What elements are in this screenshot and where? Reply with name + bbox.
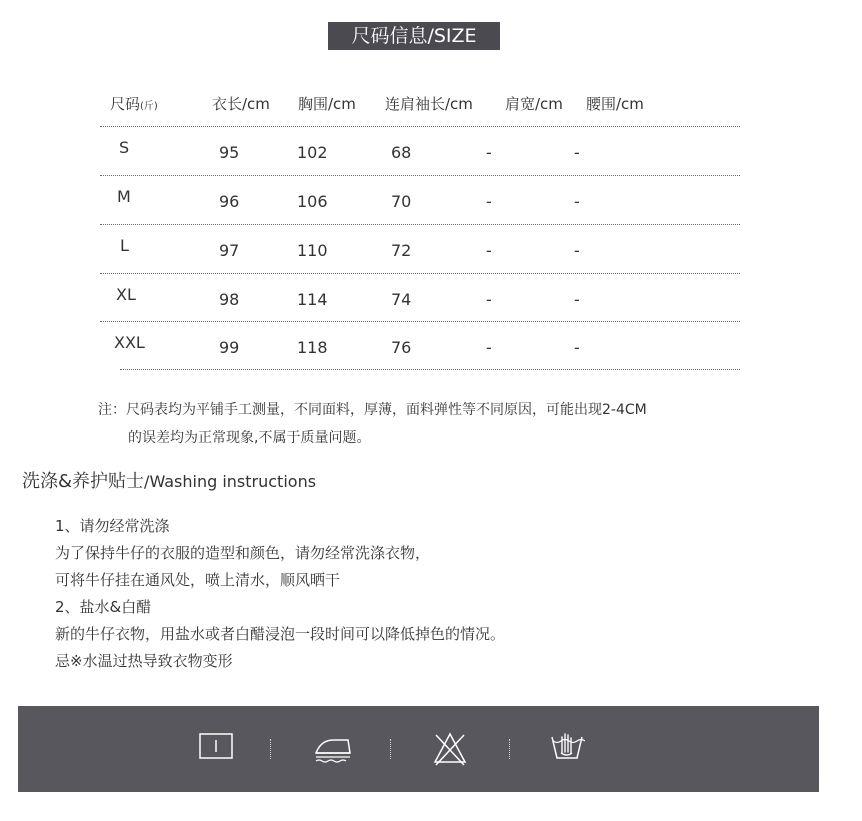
care-icon-bar xyxy=(18,706,819,792)
header-shoulder: 肩宽/cm xyxy=(505,95,563,113)
measurement-note xyxy=(98,396,647,452)
washing-title-cn: 洗涤&养护贴士 xyxy=(22,471,145,492)
cell-shoulder: - xyxy=(486,143,492,162)
cell-length: 96 xyxy=(219,192,240,211)
cell-sleeve: 72 xyxy=(391,241,412,260)
header-length: 衣长/cm xyxy=(212,95,270,113)
note-line-1: 注：尺码表均为平铺手工测量，不同面料，厚薄，面料弹性等不同原因，可能出现2-4CM xyxy=(98,402,647,418)
cell-chest: 114 xyxy=(297,290,328,309)
cell-size: XL xyxy=(116,285,136,304)
cell-size: L xyxy=(120,236,129,255)
cell-waist: - xyxy=(574,241,580,260)
cell-sleeve: 68 xyxy=(391,143,412,162)
instruction-line: 可将牛仔挂在通风处，喷上清水，顺风晒干 xyxy=(55,571,341,589)
instruction-line: 新的牛仔衣物，用盐水或者白醋浸泡一段时间可以降低掉色的情况。 xyxy=(55,625,506,643)
cell-shoulder: - xyxy=(486,241,492,260)
instruction-line: 忌※水温过热导致衣物变形 xyxy=(55,652,233,670)
cell-chest: 118 xyxy=(297,338,328,357)
hand-wash-icon xyxy=(549,731,585,767)
cell-sleeve: 76 xyxy=(391,338,412,357)
cell-sleeve: 74 xyxy=(391,290,412,309)
cell-waist: - xyxy=(574,290,580,309)
washing-instructions xyxy=(55,513,505,675)
cell-waist: - xyxy=(574,338,580,357)
cell-shoulder: - xyxy=(486,290,492,309)
header-size-unit: (斤) xyxy=(140,101,158,112)
cell-length: 97 xyxy=(219,241,240,260)
instruction-line: 1、请勿经常洗涤 xyxy=(55,517,170,535)
size-table-header xyxy=(100,82,740,127)
cell-size: M xyxy=(117,187,131,206)
cell-chest: 102 xyxy=(297,143,328,162)
cell-sleeve: 70 xyxy=(391,192,412,211)
cell-waist: - xyxy=(574,143,580,162)
header-sleeve: 连肩袖长/cm xyxy=(385,95,473,113)
instruction-line: 为了保持牛仔的衣服的造型和颜色，请勿经常洗涤衣物， xyxy=(55,544,431,562)
instruction-line: 2、盐水&白醋 xyxy=(55,598,152,616)
table-row xyxy=(100,127,740,176)
iron-low-heat-icon xyxy=(312,731,354,769)
cell-chest: 110 xyxy=(297,241,328,260)
table-row xyxy=(100,225,740,274)
header-chest: 胸围/cm xyxy=(298,95,356,113)
cell-waist: - xyxy=(574,192,580,211)
icon-separator xyxy=(509,739,510,759)
cell-size: S xyxy=(119,138,130,157)
table-row xyxy=(100,274,740,322)
washing-title xyxy=(22,467,316,493)
cell-length: 98 xyxy=(219,290,240,309)
cell-shoulder: - xyxy=(486,192,492,211)
note-line-2: 的误差均为正常现象,不属于质量问题。 xyxy=(128,430,371,446)
cell-length: 95 xyxy=(219,143,240,162)
icon-separator xyxy=(390,739,391,759)
line-dry-icon xyxy=(198,731,234,765)
header-size xyxy=(110,93,158,114)
do-not-bleach-icon xyxy=(432,731,468,771)
icon-separator xyxy=(270,739,271,759)
header-waist: 腰围/cm xyxy=(586,95,644,113)
header-size-label: 尺码 xyxy=(110,95,141,113)
washing-title-en: /Washing instructions xyxy=(144,472,317,491)
table-row xyxy=(100,176,740,225)
size-table xyxy=(100,82,740,370)
size-section-title: 尺码信息/SIZE xyxy=(328,22,500,50)
cell-length: 99 xyxy=(219,338,240,357)
cell-size: XXL xyxy=(114,333,145,352)
cell-chest: 106 xyxy=(297,192,328,211)
cell-shoulder: - xyxy=(486,338,492,357)
table-row xyxy=(114,322,740,370)
